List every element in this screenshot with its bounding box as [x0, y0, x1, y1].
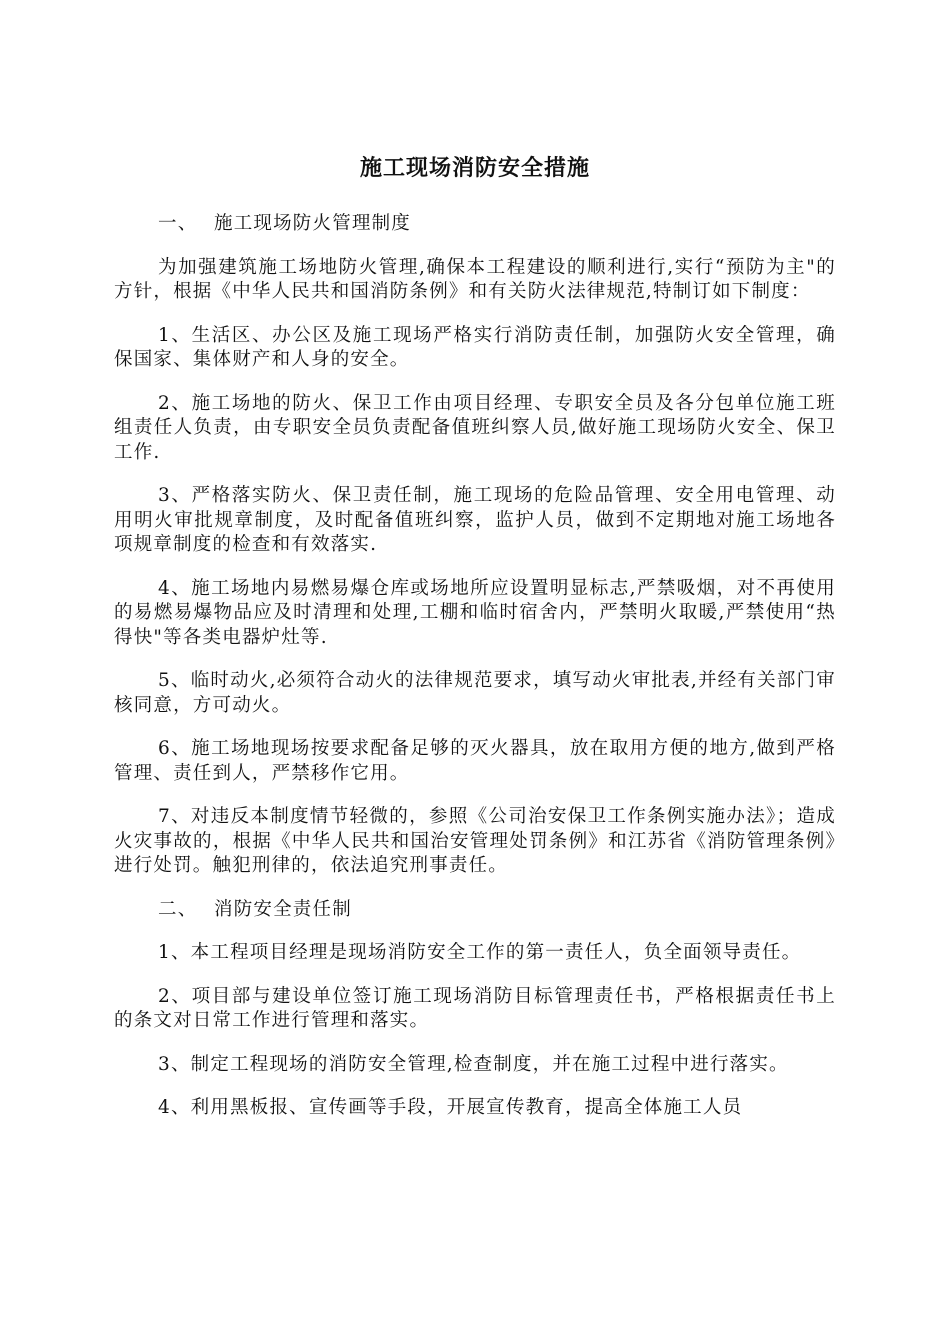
section-heading-text: 施工现场防火管理制度 — [214, 213, 412, 234]
paragraph-item-4: 4、施工场地内易燃易爆仓库或场地所应设置明显标志,严禁吸烟，对不再使用的易燃易爆物品应及时清理和处理,工棚和临时宿舍内，严禁明火取暖,严禁使用“热得快"等各类电器炉灶等. — [114, 577, 836, 648]
paragraph-item-3: 3、严格落实防火、保卫责任制，施工现场的危险品管理、安全用电管理、动用明火审批规章制度，及时配备值班纠察，监护人员，做到不定期地对施工场地各项规章制度的检查和有效落实. — [114, 485, 836, 555]
paragraph-item-1: 1、本工程项目经理是现场消防安全工作的第一责任人，负全面领导责任。 — [158, 942, 802, 963]
page-title: 施工现场消防安全措施 — [359, 156, 590, 181]
paragraph-item-1: 1、生活区、办公区及施工现场严格实行消防责任制，加强防火安全管理，确保国家、集体财产和人身的安全。 — [114, 324, 836, 370]
section-number: 二、 — [158, 898, 198, 920]
paragraph-item-3: 3、制定工程现场的消防安全管理,检查制度，并在施工过程中进行落实。 — [158, 1053, 789, 1075]
paragraph-item-2: 2、项目部与建设单位签订施工现场消防目标管理责任书，严格根据责任书上的条文对日常工作进行管理和落实。 — [114, 985, 836, 1031]
section-heading-fire-management — [114, 212, 836, 237]
paragraph-item-6: 6、施工场地现场按要求配备足够的灭火器具，放在取用方便的地方,做到严格管理、责任到人，严禁移作它用。 — [114, 738, 836, 784]
paragraph-intro: 为加强建筑施工场地防火管理,确保本工程建设的顺利进行,实行“预防为主"的方针，根据《中华人民共和国消防条例》和有关防火法律规范,特制订如下制度： — [114, 256, 836, 302]
paragraph-item-2: 2、施工场地的防火、保卫工作由项目经理、专职安全员及各分包单位施工班组责任人负责，由专职安全员负责配备值班纠察人员,做好施工现场防火安全、保卫工作. — [114, 392, 836, 463]
paragraph-item-5: 5、临时动火,必须符合动火的法律规范要求，填写动火审批表,并经有关部门审核同意，方可动火。 — [114, 670, 836, 716]
section-heading-responsibility — [114, 898, 836, 923]
document-body — [114, 212, 836, 1140]
paragraph-item-7: 7、对违反本制度情节轻微的，参照《公司治安保卫工作条例实施办法》；造成火灾事故的，根据《中华人民共和国治安管理处罚条例》和江苏省《消防管理条例》进行处罚。触犯刑律的，依法追究刑事责任。 — [114, 806, 836, 876]
paragraph-item-4: 4、利用黑板报、宣传画等手段，开展宣传教育，提高全体施工人员 — [158, 1097, 743, 1118]
section-heading-text: 消防安全责任制 — [214, 898, 352, 920]
section-number: 一、 — [158, 213, 198, 234]
